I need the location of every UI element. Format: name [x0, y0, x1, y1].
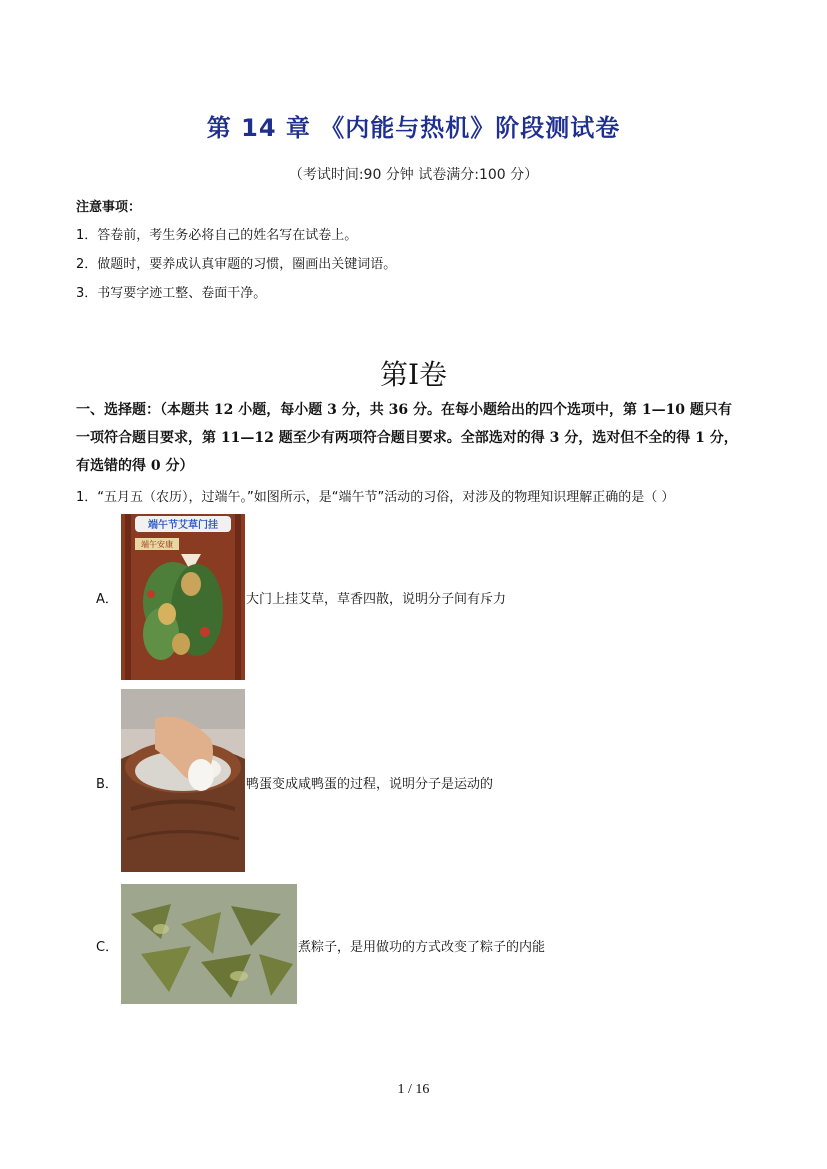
- part-title: 第I卷: [379, 358, 448, 391]
- page-number: 1 / 16: [397, 1082, 430, 1097]
- option-b-letter: B．: [96, 777, 118, 792]
- notice-heading: 注意事项：: [76, 200, 142, 215]
- boiling-zongzi-photo: [121, 884, 297, 1004]
- section-instructions-line: 有选错的得 0 分）: [76, 458, 194, 474]
- notice-item: 2．做题时，要养成认真审题的习惯，圈画出关键词语。: [76, 257, 397, 272]
- image-caption-2: 端午安康: [141, 540, 173, 549]
- section-instructions-line: 一项符合题目要求，第 11—12 题至少有两项符合题目要求。全部选对的得 3 分，选对但不全的得 1 分，: [76, 430, 738, 446]
- document-title: 第 14 章 《内能与热机》阶段测试卷: [206, 114, 621, 142]
- mugwort-door-photo: [121, 514, 245, 680]
- question-stem: 1．“五月五（农历），过端午。”如图所示，是“端午节”活动的习俗，对涉及的物理知识理解正确的是（ ）: [76, 490, 675, 505]
- notice-item: 3．书写要字迹工整、卷面干净。: [76, 286, 267, 301]
- option-b-text: 鸭蛋变成咸鸭蛋的过程，说明分子是运动的: [246, 777, 494, 792]
- notice-item: 1．答卷前，考生务必将自己的姓名写在试卷上。: [76, 228, 358, 243]
- option-b-image: [121, 689, 245, 872]
- exam-info: （考试时间:90 分钟 试卷满分:100 分）: [288, 167, 539, 183]
- option-c-image: [121, 884, 297, 1004]
- option-a-text: 大门上挂艾草，草香四散，说明分子间有斥力: [246, 592, 507, 607]
- option-a-letter: A．: [96, 592, 118, 607]
- option-c-text: 煮粽子，是用做功的方式改变了粽子的内能: [298, 940, 546, 955]
- section-instructions-line: 一、选择题：（本题共 12 小题，每小题 3 分，共 36 分。在每小题给出的四个选项中，第 1—10 题只有: [76, 402, 732, 418]
- option-c-letter: C．: [96, 940, 119, 955]
- salted-egg-jar-photo: [121, 689, 245, 872]
- image-caption-1: 端午节艾草门挂: [148, 520, 218, 531]
- option-a-image: [121, 514, 245, 680]
